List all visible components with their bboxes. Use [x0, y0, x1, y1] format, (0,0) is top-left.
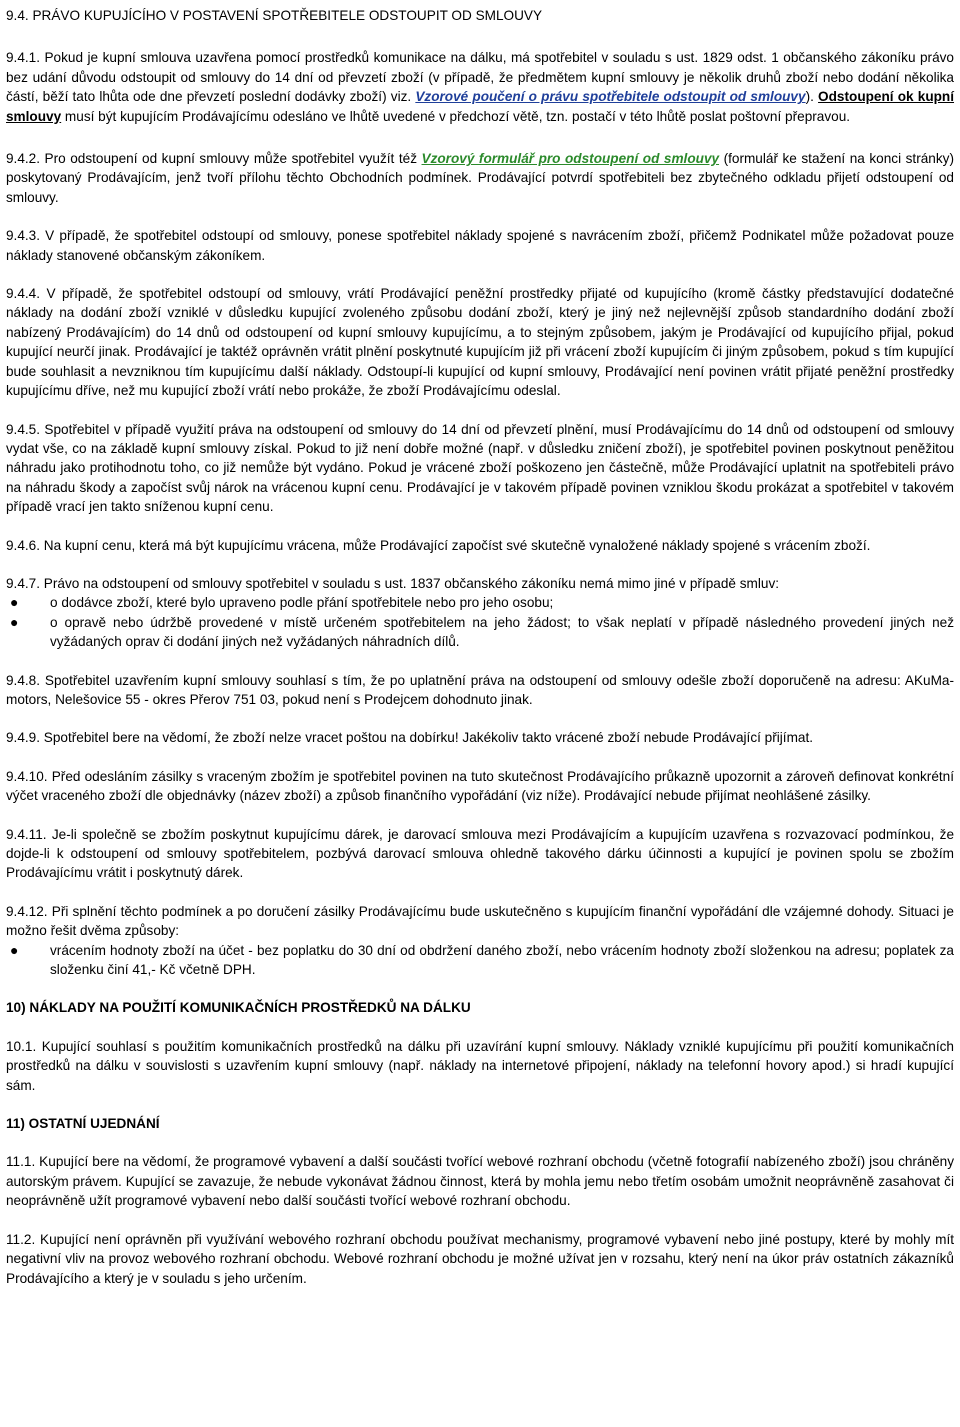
- list-9-4-12: [6, 941, 954, 980]
- link-vzorovy-formular[interactable]: Vzorový formulář pro odstoupení od smlouvy: [421, 151, 720, 167]
- section-heading-9-4: 9.4. PRÁVO KUPUJÍCÍHO V POSTAVENÍ SPOTŘEBITELE ODSTOUPIT OD SMLOUVY: [6, 8, 543, 23]
- paragraph-9-4-3: 9.4.3. V případě, že spotřebitel odstoupí od smlouvy, ponese spotřebitel náklady spojené s navrácením zboží, přičemž Podnikatel může požadovat pouze náklady stanovené občanským zákoníkem.: [6, 228, 954, 263]
- list-9-4-7: [6, 593, 954, 651]
- paragraph-text: musí být kupujícím Prodávajícímu odesláno ve lhůtě uvedené v předchozí větě, tzn. postačí v této lhůtě poslat poštovní přepravou.: [61, 108, 851, 124]
- section-heading-10: 10) NÁKLADY NA POUŽITÍ KOMUNIKAČNÍCH PROSTŘEDKŮ NA DÁLKU: [6, 1000, 471, 1016]
- paragraph-text: (formulář ke stažení na konci stránky) poskytovaný Prodávajícím, jenž tvoří přílohu těchto Obchodních podmínek. Prodávající potvrdí spotřebiteli bez zbytečného odkladu přijetí odstoupení od smlouvy.: [6, 151, 954, 205]
- paragraph-9-4-9: 9.4.9. Spotřebitel bere na vědomí, že zboží nelze vracet poštou na dobírku! Jakékoliv takto vrácené zboží nebude Prodávající přijímat.: [6, 730, 814, 746]
- paragraph-9-4-8: 9.4.8. Spotřebitel uzavřením kupní smlouvy souhlasí s tím, že po uplatnění práva na odstoupení od smlouvy odešle zboží doporučeně na adresu: AKuMa-motors, Nelešovice 55 - okres Přerov 751 03, pokud není s Prodejcem dohodnuto jinak.: [6, 672, 954, 707]
- list-item-text: o dodávce zboží, které bylo upraveno podle přání spotřebitele nebo pro jeho osobu;: [50, 595, 554, 611]
- list-item-text: o opravě nebo údržbě provedené v místě určeném spotřebitelem na jeho žádost; to však neplatí v případě následného provedení jiných než vyžádaných oprav či dodání jiných než vyžádaných náhradních dílů.: [50, 614, 954, 650]
- bullet-icon: ●: [10, 941, 19, 958]
- bullet-icon: ●: [10, 613, 19, 630]
- paragraph-text: 9.4.2. Pro odstoupení od kupní smlouvy může spotřebitel využít též: [6, 151, 422, 167]
- paragraph-9-4-7: 9.4.7. Právo na odstoupení od smlouvy spotřebitel v souladu s ust. 1837 občanského zákoníku nemá mimo jiné v případě smluv:: [6, 575, 780, 591]
- list-item: [6, 593, 954, 612]
- link-vzorove-pouceni[interactable]: Vzorové poučení o právu spotřebitele odstoupit od smlouvy: [415, 89, 806, 105]
- paragraph-9-4-4: 9.4.4. V případě, že spotřebitel odstoupí od smlouvy, vrátí Prodávající peněžní prostředky přijaté od kupujícího (kromě částky představující dodatečné náklady na dodání zboží vzniklé v důsledku kupující zvoleného způsobu dodání zboží, který je jiný než nejlevnější způsob standardního dodání zboží nabízený Prodávajícím) do 14 dnů od odstoupení od kupní smlouvy kupujícímu, a to stejným způsobem, jakým je Prodávající od kupujícího přijal, pokud kupující neurčí jinak. Prodávající je taktéž oprávněn vrátit plnění poskytnuté kupujícím již při vrácení zboží kupujícím či jiným způsobem, pokud s tím kupující bude souhlasit a nevzniknou tím kupujícímu další náklady. Odstoupí-li kupující od kupní smlouvy, Prodávající není povinen vrátit přijaté peněžní prostředky kupujícímu dříve, než mu kupující zboží vrátí nebo prokáže, že zboží Prodávajícímu odeslal.: [6, 286, 954, 399]
- paragraph-9-4-1: [6, 48, 954, 126]
- paragraph-11-1: 11.1. Kupující bere na vědomí, že programové vybavení a další součásti tvořící webové rozhraní obchodu (včetně fotografií nabízeného zboží) jsou chráněny autorským právem. Kupující se zavazuje, že nebude vykonávat žádnou činnost, která by mohla jemu nebo třetím osobám umožnit neoprávněně zasahovat či neoprávněně užít programové vybavení nebo další součásti tvořící webové rozhraní obchodu.: [6, 1154, 954, 1209]
- paragraph-9-4-2: [6, 149, 954, 207]
- paragraph-9-4-10: 9.4.10. Před odesláním zásilky s vraceným zbožím je spotřebitel povinen na tuto skutečnost Prodávajícího průkazně upozornit a zároveň definovat konkrétní výčet vraceného zboží dle objednávky (název zboží) a způsob finančního vypořádání (viz níže). Prodávající nebude přijímat neohlášené zásilky.: [6, 768, 954, 804]
- paragraph-9-4-11: 9.4.11. Je-li společně se zbožím poskytnut kupujícímu dárek, je darovací smlouva mezi Prodávajícím a kupujícím uzavřena s rozvazovací podmínkou, že dojde-li k odstoupení od smlouvy spotřebitelem, pozbývá darovací smlouva ohledně takového dárku účinnosti a kupující je povinen spolu se zbožím Prodávajícímu vrátit i poskytnutý dárek.: [6, 826, 954, 881]
- paragraph-10-1: 10.1. Kupující souhlasí s použitím komunikačních prostředků na dálku při uzavírání kupní smlouvy. Náklady vzniklé kupujícímu při použití komunikačních prostředků na dálku v souvislosti s uzavřením kupní smlouvy (např. náklady na internetové připojení, náklady na telefonní hovory apod.) si hradí kupující sám.: [6, 1038, 954, 1093]
- list-item: [6, 613, 954, 652]
- paragraph-11-2: 11.2. Kupující není oprávněn při využívání webového rozhraní obchodu používat mechanismy, programové vybavení nebo jiné postupy, které by mohly mít negativní vliv na provoz webového rozhraní obchodu. Webové rozhraní obchodu je možné užívat jen v rozsahu, který není na úkor práv ostatních zákazníků Prodávajícího a který je v souladu s jeho určením.: [6, 1231, 954, 1286]
- paragraph-text: ).: [805, 89, 819, 105]
- bullet-icon: ●: [10, 594, 19, 611]
- paragraph-text: 9.4.1. Pokud je kupní smlouva uzavřena pomocí prostředků komunikace na dálku, má spotřebitel v souladu s ust. 1829 odst. 1 občanského zákoníku právo bez udání důvodu odstoupit od smlouvy do 14 dní od převzetí zboží (v případě, že předmětem kupní smlouvy je několik druhů zboží nebo dodání několika částí, běží tato lhůta ode dne převzetí poslední dodávky zboží) viz.: [6, 50, 954, 105]
- paragraph-9-4-6: 9.4.6. Na kupní cenu, která má být kupujícímu vrácena, může Prodávající započíst své skutečně vynaložené náklady spojené s vrácením zboží.: [6, 537, 871, 553]
- paragraph-9-4-5: 9.4.5. Spotřebitel v případě využití práva na odstoupení od smlouvy do 14 dní od převzetí plnění, musí Prodávajícímu do 14 dnů od odstoupení od smlouvy vydat vše, co na základě kupní smlouvy získal. Pokud to již není dobře možné (např. v důsledku zničení zboží), je spotřebitel povinen poskytnout peněžitou náhradu jako protihodnotu toho, co již nemůže být vydáno. Pokud je vrácené zboží poškozeno jen částečně, může Prodávající uplatnit na spotřebiteli právo na náhradu škody a započíst svůj nárok na vrácenou kupní cenu. Prodávající je v takovém případě povinen vzniklou škodu prokázat a spotřebitel v takovém případě vrací jen takto sníženou kupní cenu.: [6, 421, 954, 515]
- list-item-text: vrácením hodnoty zboží na účet - bez poplatku do 30 dní od obdržení daného zboží, nebo vrácením hodnoty zboží složenkou na adresu; poplatek za složenku činí 41,- Kč včetně DPH.: [50, 942, 954, 978]
- list-item: [6, 941, 954, 980]
- emphasis-odstoupeni: Odstoupení ok kupní smlouvy: [6, 89, 955, 124]
- paragraph-9-4-12: 9.4.12. Při splnění těchto podmínek a po doručení zásilky Prodávajícímu bude uskutečněno s kupujícím finanční vypořádání dle vzájemné dohody. Situaci je možno řešit dvěma způsoby:: [6, 903, 954, 939]
- section-heading-11: 11) OSTATNÍ UJEDNÁNÍ: [6, 1116, 160, 1132]
